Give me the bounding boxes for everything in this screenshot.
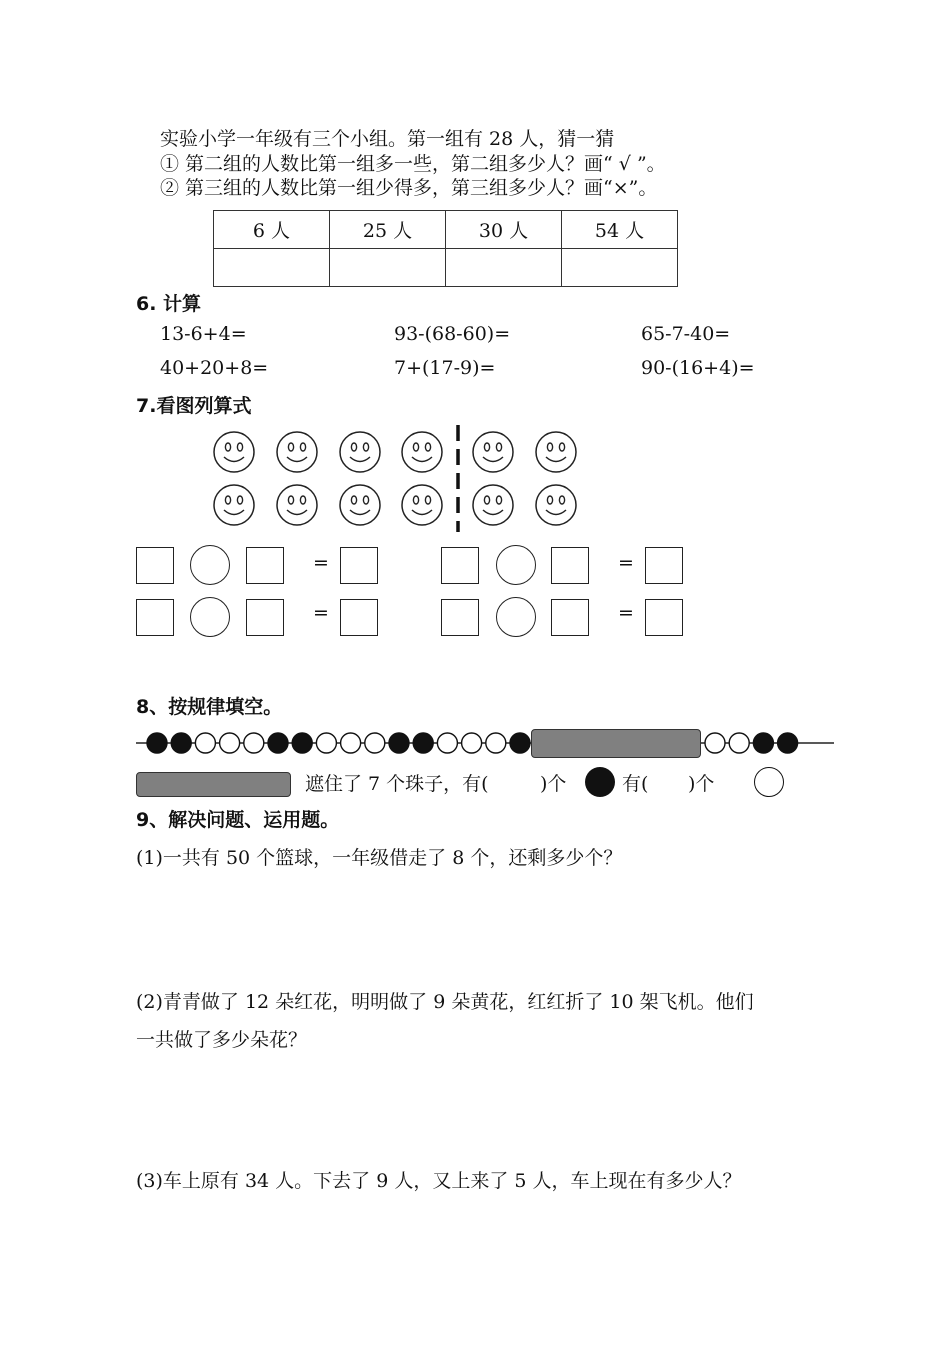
white-bead bbox=[486, 733, 506, 753]
smiley-icon bbox=[473, 432, 513, 472]
smiley-icon bbox=[536, 485, 576, 525]
q5-line2: ② 第三组的人数比第一组少得多，第三组多少人？画“×”。 bbox=[160, 177, 658, 199]
white-bead bbox=[195, 733, 215, 753]
smiley-icon bbox=[340, 432, 380, 472]
operator-circle[interactable] bbox=[496, 597, 536, 637]
black-bead bbox=[413, 733, 433, 753]
black-bead-icon bbox=[585, 767, 615, 797]
answer-box[interactable] bbox=[645, 599, 683, 636]
q6-expr: 13-6+4= bbox=[160, 323, 247, 345]
q9-problem-2-cont: 一共做了多少朵花？ bbox=[136, 1029, 308, 1051]
white-bead bbox=[341, 733, 361, 753]
q9-title: 9、解决问题、运用题。 bbox=[136, 809, 340, 831]
answer-box[interactable] bbox=[246, 547, 284, 584]
black-bead bbox=[389, 733, 409, 753]
q6-title: 6. 计算 bbox=[136, 293, 202, 315]
q9-problem-2: (2)青青做了 12 朵红花，明明做了 9 朵黄花，红红折了 10 架飞机。他们 bbox=[136, 991, 754, 1013]
q5-answer-table bbox=[213, 210, 678, 287]
q5-answer-cell[interactable] bbox=[562, 249, 678, 287]
operator-circle[interactable] bbox=[496, 545, 536, 585]
q6-expr: 93-(68-60)= bbox=[394, 323, 511, 345]
q5-answer-cell[interactable] bbox=[214, 249, 330, 287]
answer-box[interactable] bbox=[551, 599, 589, 636]
white-bead-icon bbox=[754, 767, 784, 797]
q9-problem-3: (3)车上原有 34 人。下去了 9 人，又上来了 5 人，车上现在有多少人？ bbox=[136, 1170, 742, 1192]
q7-title: 7.看图列算式 bbox=[136, 395, 252, 417]
black-bead bbox=[171, 733, 191, 753]
answer-box[interactable] bbox=[645, 547, 683, 584]
q5-option: 25 人 bbox=[330, 211, 446, 249]
smiley-icon bbox=[402, 485, 442, 525]
smiley-icon bbox=[473, 485, 513, 525]
q8-statement-d: )个 bbox=[688, 773, 715, 795]
q8-title: 8、按规律填空。 bbox=[136, 696, 283, 718]
black-bead bbox=[268, 733, 288, 753]
white-bead bbox=[244, 733, 264, 753]
smiley-icon bbox=[277, 485, 317, 525]
q5-answer-cell[interactable] bbox=[330, 249, 446, 287]
smiley-icon bbox=[214, 432, 254, 472]
q5-answer-cell[interactable] bbox=[446, 249, 562, 287]
white-bead bbox=[729, 733, 749, 753]
white-bead bbox=[220, 733, 240, 753]
answer-box[interactable] bbox=[551, 547, 589, 584]
answer-box[interactable] bbox=[441, 547, 479, 584]
q5-intro: 实验小学一年级有三个小组。第一组有 28 人，猜一猜 bbox=[160, 128, 615, 150]
equals-sign: = bbox=[618, 552, 634, 574]
black-bead bbox=[778, 733, 798, 753]
white-bead bbox=[316, 733, 336, 753]
black-bead bbox=[147, 733, 167, 753]
smiley-icon bbox=[277, 432, 317, 472]
covered-answer-box bbox=[136, 772, 291, 797]
answer-box[interactable] bbox=[136, 599, 174, 636]
covered-beads-box bbox=[531, 729, 701, 758]
operator-circle[interactable] bbox=[190, 597, 230, 637]
answer-box[interactable] bbox=[340, 599, 378, 636]
q6-expr: 40+20+8= bbox=[160, 357, 269, 379]
equals-sign: = bbox=[313, 552, 329, 574]
smiley-icon bbox=[214, 485, 254, 525]
answer-box[interactable] bbox=[136, 547, 174, 584]
q9-problem-1: (1)一共有 50 个篮球，一年级借走了 8 个，还剩多少个？ bbox=[136, 847, 623, 869]
operator-circle[interactable] bbox=[190, 545, 230, 585]
black-bead bbox=[292, 733, 312, 753]
answer-box[interactable] bbox=[441, 599, 479, 636]
bead-string bbox=[130, 725, 840, 765]
black-bead bbox=[510, 733, 530, 753]
q6-expr: 7+(17-9)= bbox=[394, 357, 496, 379]
q5-line1: ① 第二组的人数比第一组多一些，第二组多少人？画“ √ ”。 bbox=[160, 153, 666, 175]
q5-option: 54 人 bbox=[562, 211, 678, 249]
white-bead bbox=[365, 733, 385, 753]
q8-statement-b: )个 bbox=[540, 773, 567, 795]
q6-expr: 90-(16+4)= bbox=[641, 357, 755, 379]
white-bead bbox=[437, 733, 457, 753]
smiley-icon bbox=[536, 432, 576, 472]
smiley-icon bbox=[402, 432, 442, 472]
equals-sign: = bbox=[618, 602, 634, 624]
q8-statement-c: 有( bbox=[622, 773, 649, 795]
q6-expr: 65-7-40= bbox=[641, 323, 731, 345]
smiley-icon bbox=[340, 485, 380, 525]
q5-option: 30 人 bbox=[446, 211, 562, 249]
white-bead bbox=[705, 733, 725, 753]
black-bead bbox=[753, 733, 773, 753]
answer-box[interactable] bbox=[246, 599, 284, 636]
q5-option: 6 人 bbox=[214, 211, 330, 249]
white-bead bbox=[462, 733, 482, 753]
q8-statement-a: 遮住了 7 个珠子，有( bbox=[305, 773, 489, 795]
equals-sign: = bbox=[313, 602, 329, 624]
answer-box[interactable] bbox=[340, 547, 378, 584]
smiley-faces-picture bbox=[200, 420, 600, 535]
